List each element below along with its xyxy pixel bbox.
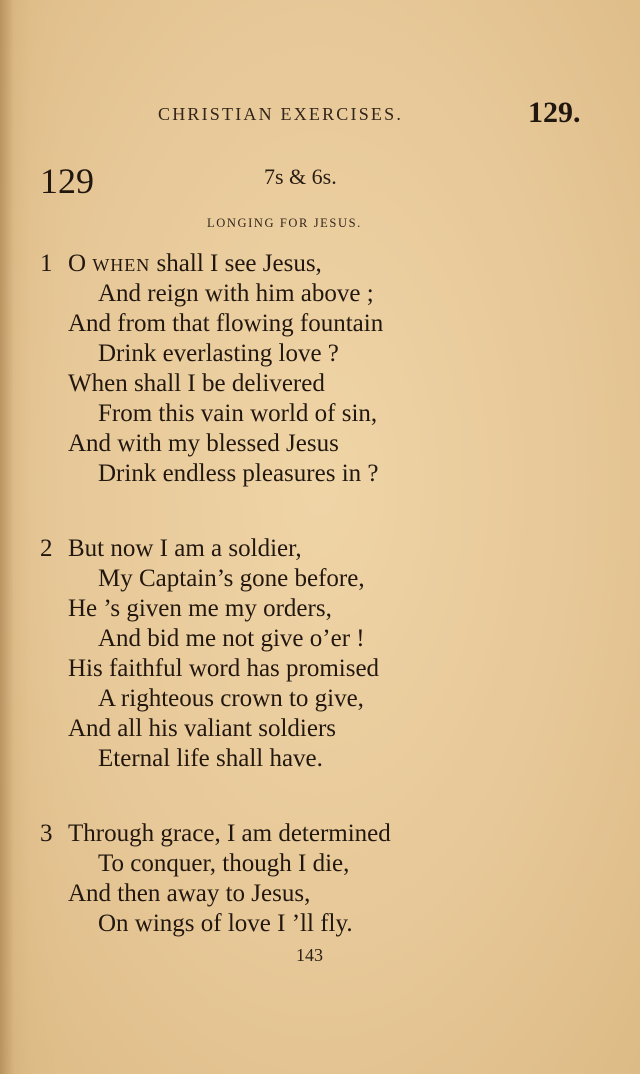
footer-page-number: 143 [296, 945, 323, 965]
hymn-number: 129 [40, 161, 94, 201]
verse-line [68, 250, 322, 278]
verse-line: And all his valiant soldiers [68, 715, 337, 742]
page-number-top: 129. [528, 96, 581, 129]
verse-line-rest: shall I see Jesus, [156, 250, 322, 277]
verse-line: And from that flowing fountain [68, 310, 384, 337]
hymn-meter: 7s & 6s. [264, 164, 337, 189]
hymn-title: LONGING FOR JESUS. [207, 216, 362, 230]
verse-line: Through grace, I am determined [68, 820, 391, 847]
smallcaps-word: WHEN [92, 255, 151, 275]
stanza-number: 1 [40, 250, 53, 277]
stanza-number: 2 [40, 535, 53, 562]
verse-line: And reign with him above ; [98, 280, 374, 307]
verse-line: He ’s given me my orders, [68, 595, 332, 622]
verse-line: Eternal life shall have. [98, 745, 323, 772]
verse-line: And then away to Jesus, [68, 880, 311, 907]
verse-line: When shall I be delivered [68, 370, 325, 397]
stanza-number: 3 [40, 820, 53, 847]
verse-line: And with my blessed Jesus [68, 430, 339, 457]
verse-line-start: O [68, 250, 87, 277]
verse-line: And bid me not give o’er ! [98, 625, 365, 652]
verse-line: To conquer, though I die, [98, 850, 350, 877]
verse-line: From this vain world of sin, [98, 400, 378, 427]
verse-line: Drink endless pleasures in ? [98, 460, 379, 487]
verse-line: My Captain’s gone before, [98, 565, 365, 592]
verse-line: His faithful word has promised [68, 655, 380, 682]
verse-line: On wings of love I ’ll fly. [98, 910, 353, 937]
verse-line: A righteous crown to give, [98, 685, 364, 712]
page-edge-shadow [0, 0, 14, 1074]
verse-line: But now I am a soldier, [68, 535, 302, 562]
verse-line: Drink everlasting love ? [98, 340, 339, 367]
running-head: CHRISTIAN EXERCISES. [158, 104, 404, 124]
